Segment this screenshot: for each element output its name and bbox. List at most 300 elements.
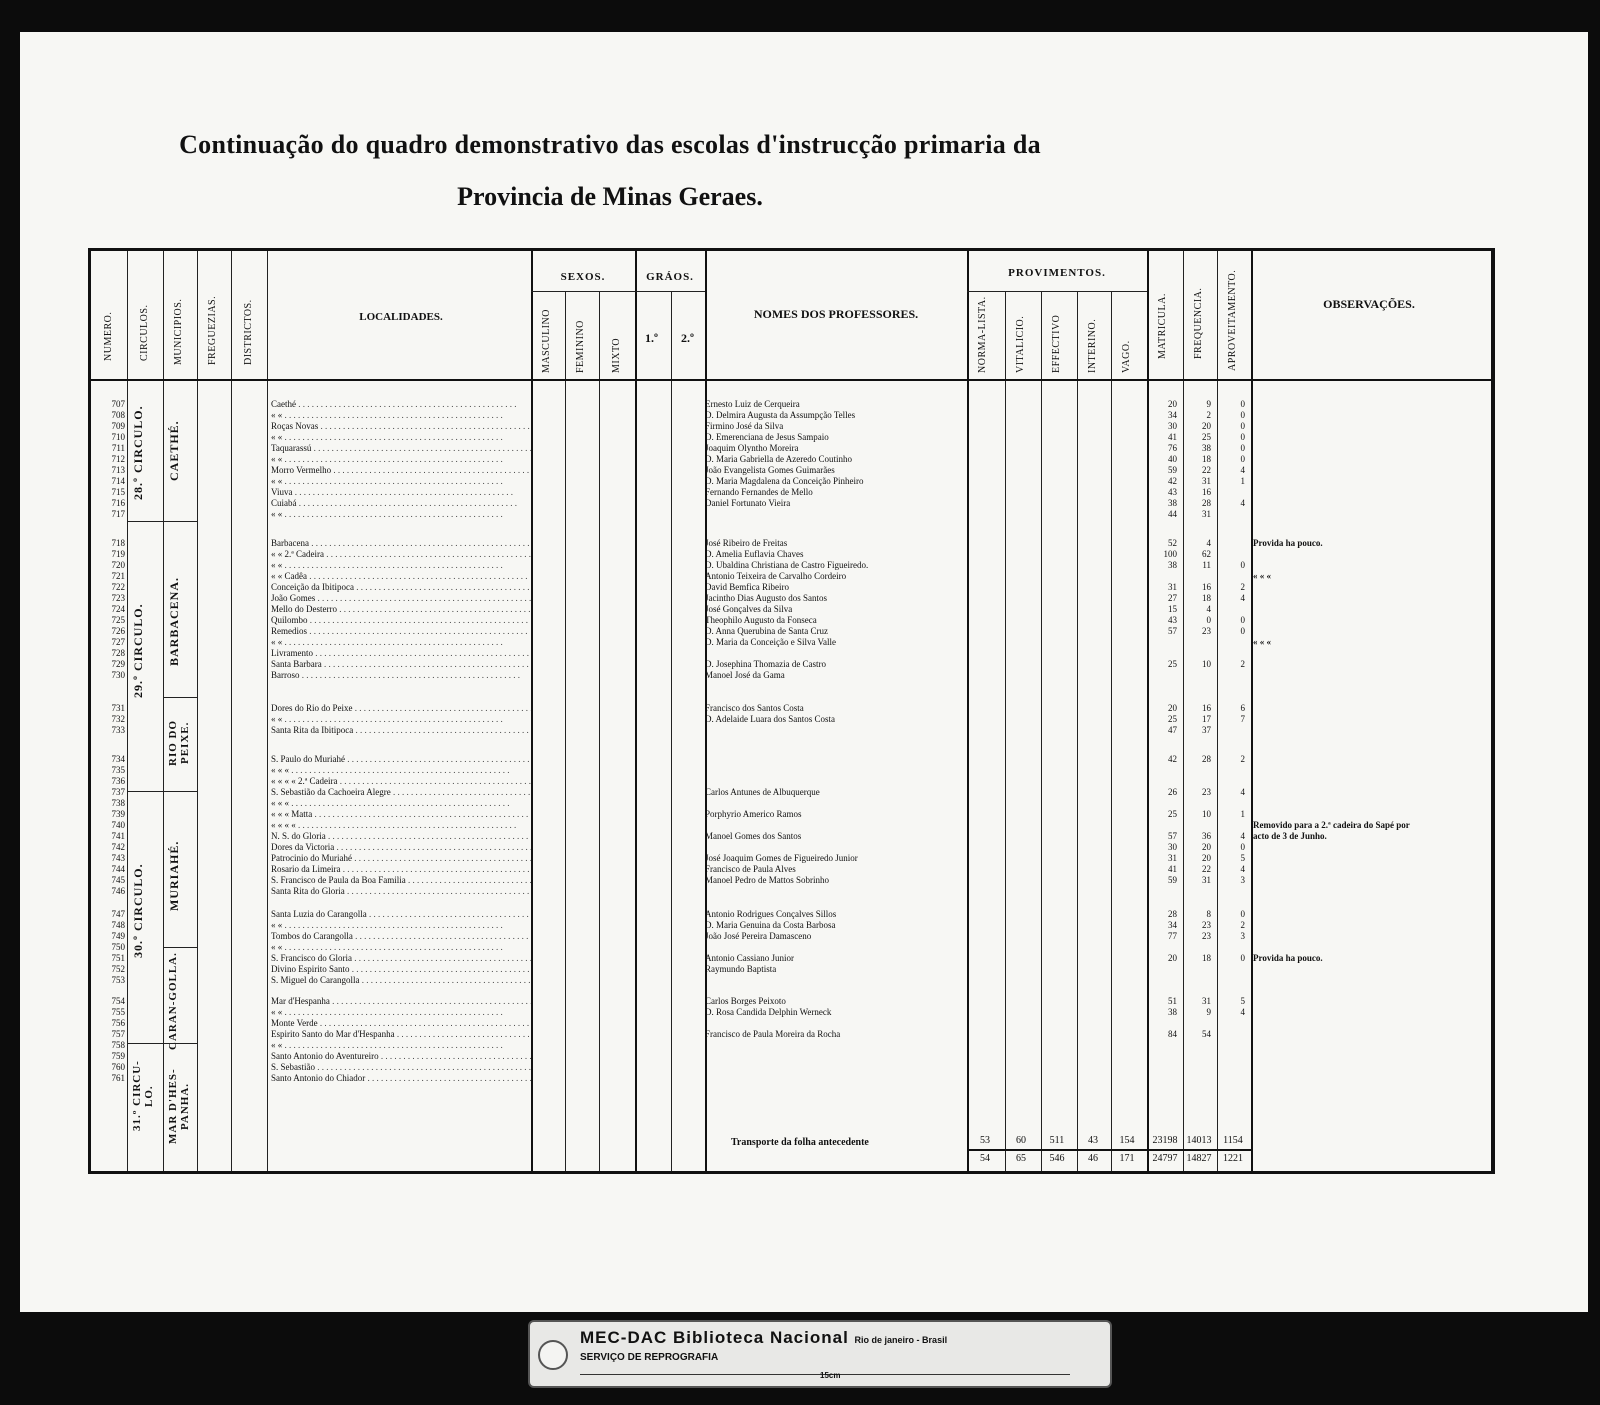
row-number: 711 (111, 443, 125, 453)
row-number: 734 (111, 754, 125, 764)
row-aproveitamento: 2 (1240, 920, 1245, 930)
row-aproveitamento: 4 (1240, 787, 1245, 797)
row-number: 758 (111, 1040, 125, 1050)
table-row (91, 615, 1491, 626)
row-number: 713 (111, 465, 125, 475)
row-number: 755 (111, 1007, 125, 1017)
header-districtos: DISTRICTOS. (243, 299, 254, 365)
row-aproveitamento: 0 (1240, 842, 1245, 852)
row-number: 741 (111, 831, 125, 841)
row-number: 761 (111, 1073, 125, 1083)
table-row (91, 831, 1491, 842)
row-number: 726 (111, 626, 125, 636)
row-aproveitamento: 0 (1240, 626, 1245, 636)
row-aproveitamento: 2 (1240, 754, 1245, 764)
table-row (91, 842, 1491, 853)
row-number: 708 (111, 410, 125, 420)
group-circulo-30: 30.º CIRCULO. (131, 863, 145, 959)
row-localidade: Santo Antonio do Aventureiro . . . (271, 1051, 531, 1062)
header-sexos: SEXOS. (560, 271, 606, 283)
row-number: 735 (111, 765, 125, 775)
table-row (91, 1018, 1491, 1029)
header-municipios: MUNICIPIOS. (173, 298, 184, 365)
group-municipio-muriahe: MURIAHÉ. (167, 840, 181, 912)
row-localidade: « « . . . (271, 476, 531, 487)
table-row (91, 582, 1491, 593)
row-professor: Antonio Teixeira de Carvalho Cordeiro (705, 571, 847, 581)
row-aproveitamento: 2 (1240, 582, 1245, 592)
table-row (91, 410, 1491, 421)
header-aproveitamento: APROVEITAMENTO. (1227, 269, 1238, 371)
table-row (91, 820, 1491, 831)
row-localidade: Dores do Rio do Peixe . . . (271, 703, 531, 714)
row-frequencia: 10 (1202, 659, 1211, 669)
row-frequencia: 23 (1202, 931, 1211, 941)
row-professor: José Ribeiro de Freitas (705, 538, 788, 548)
group-municipio-mar-dhespanha: MAR D'HES-PANHA. (167, 1068, 191, 1144)
row-matricula: 41 (1168, 864, 1177, 874)
row-aproveitamento: 3 (1240, 931, 1245, 941)
row-number: 759 (111, 1051, 125, 1061)
row-number: 732 (111, 714, 125, 724)
row-number: 738 (111, 798, 125, 808)
table-row (91, 1062, 1491, 1073)
group-municipio-carangolla: CARAN-GOLLA. (167, 952, 179, 1050)
table-row (91, 538, 1491, 549)
header-effectivo: EFFECTIVO (1051, 314, 1062, 373)
row-frequencia: 37 (1202, 725, 1211, 735)
row-observacao: « « « (1253, 637, 1271, 647)
header-vago: VAGO. (1121, 340, 1132, 373)
row-aproveitamento: 0 (1240, 410, 1245, 420)
row-number: 722 (111, 582, 125, 592)
row-professor: Carlos Antunes de Albuquerque (705, 787, 820, 797)
row-number: 748 (111, 920, 125, 930)
row-localidade: Conceição da Ibitipoca . . . (271, 582, 531, 593)
row-matricula: 26 (1168, 787, 1177, 797)
row-number: 718 (111, 538, 125, 548)
row-aproveitamento: 4 (1240, 864, 1245, 874)
table-row (91, 703, 1491, 714)
row-professor: D. Maria Gabriella de Azeredo Coutinho (705, 454, 852, 464)
row-number: 736 (111, 776, 125, 786)
table-row (91, 432, 1491, 443)
row-frequencia: 54 (1202, 1029, 1211, 1039)
table-row (91, 670, 1491, 681)
row-number: 729 (111, 659, 125, 669)
row-localidade: Remedios . . . (271, 626, 531, 637)
total-eff: 511 (1049, 1135, 1065, 1146)
row-number: 754 (111, 996, 125, 1006)
row-frequencia: 31 (1202, 875, 1211, 885)
row-professor: D. Rosa Candida Delphin Werneck (705, 1007, 832, 1017)
table-row (91, 637, 1491, 648)
row-matricula: 40 (1168, 454, 1177, 464)
row-number: 725 (111, 615, 125, 625)
row-professor: João Evangelista Gomes Guimarães (705, 465, 835, 475)
group-circulo-31: 31.º CIRCU-LO. (131, 1060, 155, 1132)
row-professor: Jacintho Dias Augusto dos Santos (705, 593, 828, 603)
table-row (91, 1040, 1491, 1051)
table-row (91, 1029, 1491, 1040)
row-professor: Antonio Rodrigues Conçalves Sillos (705, 909, 837, 919)
row-matricula: 34 (1168, 410, 1177, 420)
row-professor: D. Adelaide Luara dos Santos Costa (705, 714, 835, 724)
row-aproveitamento: 7 (1240, 714, 1245, 724)
header-grau-1: 1.º (645, 331, 658, 345)
row-aproveitamento: 2 (1240, 659, 1245, 669)
table-row (91, 886, 1491, 897)
row-matricula: 34 (1168, 920, 1177, 930)
row-aproveitamento: 4 (1240, 1007, 1245, 1017)
row-professor: Francisco dos Santos Costa (705, 703, 804, 713)
row-number: 753 (111, 975, 125, 985)
row-localidade: « « « . . . (271, 798, 531, 809)
table-row (91, 996, 1491, 1007)
row-professor: Manoel Pedro de Mattos Sobrinho (705, 875, 829, 885)
row-localidade: Santo Antonio do Chiador . . . (271, 1073, 531, 1084)
row-frequencia: 28 (1202, 498, 1211, 508)
table-row (91, 648, 1491, 659)
row-number: 720 (111, 560, 125, 570)
header-normalista: NORMA-LISTA. (977, 296, 988, 373)
row-localidade: « « « « 2.ª Cadeira . . . (271, 776, 531, 787)
row-professor: Theophilo Augusto da Fonseca (705, 615, 817, 625)
header-matricula: MATRICULA. (1157, 293, 1168, 359)
row-professor: D. Maria Genuina da Costa Barbosa (705, 920, 836, 930)
row-number: 743 (111, 853, 125, 863)
row-aproveitamento: 5 (1240, 853, 1245, 863)
row-localidade: S. Miguel do Carangolla . . . (271, 975, 531, 986)
row-aproveitamento: 6 (1240, 703, 1245, 713)
row-frequencia: 38 (1202, 443, 1211, 453)
row-aproveitamento: 4 (1240, 593, 1245, 603)
row-frequencia: 4 (1206, 538, 1211, 548)
row-aproveitamento: 1 (1240, 809, 1245, 819)
total-mat: 23198 (1152, 1135, 1178, 1146)
row-professor: João José Pereira Damasceno (705, 931, 812, 941)
total-int: 46 (1088, 1153, 1098, 1164)
row-number: 717 (111, 509, 125, 519)
row-localidade: « « « « . . . (271, 820, 531, 831)
row-aproveitamento: 0 (1240, 421, 1245, 431)
row-frequencia: 31 (1202, 509, 1211, 519)
row-localidade: Patrocinio do Muriahé . . . (271, 853, 531, 864)
table-row (91, 754, 1491, 765)
total-freq: 14013 (1186, 1135, 1212, 1146)
total-mat: 24797 (1152, 1153, 1178, 1164)
table-row (91, 765, 1491, 776)
table-row (91, 659, 1491, 670)
row-aproveitamento: 5 (1240, 996, 1245, 1006)
row-aproveitamento: 0 (1240, 560, 1245, 570)
row-matricula: 52 (1168, 538, 1177, 548)
row-number: 752 (111, 964, 125, 974)
row-frequencia: 10 (1202, 809, 1211, 819)
row-localidade: Dores da Victoria . . . (271, 842, 531, 853)
row-frequencia: 31 (1202, 996, 1211, 1006)
row-number: 750 (111, 942, 125, 952)
table-row (91, 787, 1491, 798)
row-matricula: 42 (1168, 754, 1177, 764)
row-frequencia: 4 (1206, 604, 1211, 614)
group-municipio-barbacena: BARBACENA. (167, 576, 181, 666)
row-professor: D. Emerenciana de Jesus Sampaio (705, 432, 829, 442)
table-row (91, 776, 1491, 787)
row-number: 737 (111, 787, 125, 797)
row-frequencia: 18 (1202, 593, 1211, 603)
row-number: 760 (111, 1062, 125, 1072)
header-feminino: FEMININO (575, 320, 586, 373)
row-observacao: « « « (1253, 571, 1271, 581)
row-matricula: 38 (1168, 498, 1177, 508)
header-localidades: LOCALIDADES. (359, 311, 443, 323)
row-matricula: 41 (1168, 432, 1177, 442)
row-observacao: acto de 3 de Junho. (1253, 831, 1327, 841)
row-localidade: João Gomes . . . (271, 593, 531, 604)
row-matricula: 42 (1168, 476, 1177, 486)
row-frequencia: 31 (1202, 476, 1211, 486)
total-norm: 54 (980, 1153, 990, 1164)
row-localidade: Divino Espirito Santo . . . (271, 964, 531, 975)
row-localidade: « « « . . . (271, 765, 531, 776)
row-number: 727 (111, 637, 125, 647)
header-masculino: MASCULINO (541, 309, 552, 373)
header-numero: NUMERO. (103, 311, 114, 361)
row-number: 739 (111, 809, 125, 819)
schools-table (88, 248, 1495, 1174)
row-aproveitamento: 0 (1240, 953, 1245, 963)
table-row (91, 909, 1491, 920)
table-row (91, 487, 1491, 498)
row-localidade: Morro Vermelho . . . (271, 465, 531, 476)
row-number: 723 (111, 593, 125, 603)
row-localidade: « « . . . (271, 1040, 531, 1051)
row-matricula: 30 (1168, 842, 1177, 852)
row-professor: Manoel José da Gama (705, 670, 785, 680)
table-row (91, 875, 1491, 886)
row-professor: Joaquim Olyntho Moreira (705, 443, 799, 453)
row-localidade: Cuiabá . . . (271, 498, 531, 509)
row-localidade: Tombos do Carangolla . . . (271, 931, 531, 942)
document-subtitle: Provincia de Minas Geraes. (457, 182, 763, 211)
total-apr: 1221 (1223, 1153, 1243, 1164)
row-professor: Fernando Fernandes de Mello (705, 487, 813, 497)
row-localidade: Livramento . . . (271, 648, 531, 659)
row-localidade: Roças Novas . . . (271, 421, 531, 432)
header-provimentos: PROVIMENTOS. (1008, 267, 1106, 279)
row-frequencia: 22 (1202, 465, 1211, 475)
row-aproveitamento: 0 (1240, 432, 1245, 442)
row-localidade: Taquarassú . . . (271, 443, 531, 454)
header-professores: NOMES DOS PROFESSORES. (753, 307, 919, 321)
row-number: 728 (111, 648, 125, 658)
row-frequencia: 20 (1202, 853, 1211, 863)
row-number: 721 (111, 571, 125, 581)
row-number: 724 (111, 604, 125, 614)
header-frequencia: FREQUENCIA. (1193, 287, 1204, 359)
table-row (91, 593, 1491, 604)
group-municipio-caethe: CAETHÉ. (167, 420, 181, 482)
row-number: 757 (111, 1029, 125, 1039)
row-professor: José Gonçalves da Silva (705, 604, 793, 614)
row-localidade: S. Sebastião da Cachoeira Alegre . . . (271, 787, 531, 798)
row-matricula: 59 (1168, 465, 1177, 475)
row-matricula: 20 (1168, 703, 1177, 713)
row-localidade: « « 2.ª Cadeira . . . (271, 549, 531, 560)
row-number: 707 (111, 399, 125, 409)
row-frequencia: 11 (1202, 560, 1211, 570)
row-frequencia: 16 (1202, 582, 1211, 592)
row-frequencia: 9 (1206, 399, 1211, 409)
row-aproveitamento: 3 (1240, 875, 1245, 885)
row-matricula: 43 (1168, 615, 1177, 625)
row-frequencia: 18 (1202, 953, 1211, 963)
table-row (91, 604, 1491, 615)
row-professor: D. Maria Magdalena da Conceição Pinheiro (705, 476, 864, 486)
table-row (91, 549, 1491, 560)
header-circulos: CIRCULOS. (139, 304, 150, 361)
stamp-title: MEC-DAC Biblioteca Nacional Rio de janeiro - Brasil (580, 1328, 948, 1347)
table-row (91, 454, 1491, 465)
row-matricula: 30 (1168, 421, 1177, 431)
stamp-circle-icon (538, 1340, 568, 1370)
row-professor: Daniel Fortunato Vieira (705, 498, 791, 508)
row-number: 716 (111, 498, 125, 508)
row-localidade: S. Paulo do Muriahé . . . (271, 754, 531, 765)
row-professor: Raymundo Baptista (705, 964, 777, 974)
row-localidade: « « . . . (271, 1007, 531, 1018)
row-matricula: 31 (1168, 582, 1177, 592)
row-number: 710 (111, 432, 125, 442)
row-matricula: 44 (1168, 509, 1177, 519)
row-matricula: 15 (1168, 604, 1177, 614)
total-vago: 154 (1119, 1135, 1135, 1146)
row-frequencia: 20 (1202, 421, 1211, 431)
table-row (91, 1073, 1491, 1084)
table-row (91, 1051, 1491, 1062)
row-aproveitamento: 4 (1240, 831, 1245, 841)
document-page (20, 32, 1588, 1312)
row-localidade: Santa Rita do Gloria . . . (271, 886, 531, 897)
row-matricula: 47 (1168, 725, 1177, 735)
row-localidade: « « . . . (271, 560, 531, 571)
row-localidade: N. S. do Gloria . . . (271, 831, 531, 842)
row-professor: Antonio Cassiano Junior (705, 953, 794, 963)
row-professor: Francisco de Paula Alves (705, 864, 796, 874)
table-row (91, 498, 1491, 509)
total-apr: 1154 (1223, 1135, 1243, 1146)
row-matricula: 20 (1168, 953, 1177, 963)
row-matricula: 77 (1168, 931, 1177, 941)
row-localidade: Barbacena . . . (271, 538, 531, 549)
group-municipio-rio-do-peixe: RIO DO PEIXE. (167, 719, 191, 767)
row-frequencia: 23 (1202, 626, 1211, 636)
row-matricula: 25 (1168, 659, 1177, 669)
row-matricula: 57 (1168, 626, 1177, 636)
row-frequencia: 22 (1202, 864, 1211, 874)
row-localidade: S. Francisco de Paula da Boa Familia . . . (271, 875, 531, 886)
table-row (91, 853, 1491, 864)
total-int: 43 (1088, 1135, 1098, 1146)
row-matricula: 28 (1168, 909, 1177, 919)
row-aproveitamento: 0 (1240, 443, 1245, 453)
row-number: 749 (111, 931, 125, 941)
row-localidade: « « . . . (271, 432, 531, 443)
table-row (91, 465, 1491, 476)
table-row (91, 571, 1491, 582)
row-aproveitamento: 0 (1240, 399, 1245, 409)
row-matricula: 76 (1168, 443, 1177, 453)
table-row (91, 509, 1491, 520)
row-frequencia: 23 (1202, 920, 1211, 930)
header-grau-2: 2.º (681, 331, 694, 345)
table-row (91, 975, 1491, 986)
table-row (91, 476, 1491, 487)
total-vago: 171 (1119, 1153, 1135, 1164)
row-frequencia: 20 (1202, 842, 1211, 852)
row-localidade: Espirito Santo do Mar d'Hespanha . . . (271, 1029, 531, 1040)
table-row (91, 560, 1491, 571)
row-number: 719 (111, 549, 125, 559)
header-interino: INTERINO. (1087, 318, 1098, 373)
row-localidade: S. Sebastião . . . (271, 1062, 531, 1073)
row-aproveitamento: 1 (1240, 476, 1245, 486)
row-number: 747 (111, 909, 125, 919)
row-number: 731 (111, 703, 125, 713)
row-frequencia: 25 (1202, 432, 1211, 442)
row-professor: D. Amelia Euflavia Chaves (705, 549, 804, 559)
stamp-service: SERVIÇO DE REPROGRAFIA (580, 1352, 719, 1363)
row-localidade: Monte Verde . . . (271, 1018, 531, 1029)
row-frequencia: 62 (1202, 549, 1211, 559)
row-professor: D. Maria da Conceição e Silva Valle (705, 637, 837, 647)
header-mixto: MIXTO (611, 337, 622, 373)
row-matricula: 27 (1168, 593, 1177, 603)
row-aproveitamento: 0 (1240, 909, 1245, 919)
row-number: 751 (111, 953, 125, 963)
total-norm: 53 (980, 1135, 990, 1146)
table-row (91, 1007, 1491, 1018)
row-matricula: 51 (1168, 996, 1177, 1006)
row-professor: D. Josephina Thomazia de Castro (705, 659, 827, 669)
row-number: 714 (111, 476, 125, 486)
table-row (91, 864, 1491, 875)
row-localidade: Santa Luzia do Carangolla . . . (271, 909, 531, 920)
row-localidade: Rosario da Limeira . . . (271, 864, 531, 875)
row-professor: D. Ubaldina Christiana de Castro Figueiredo. (705, 560, 869, 570)
total-vit: 65 (1016, 1153, 1026, 1164)
table-row (91, 421, 1491, 432)
table-row (91, 953, 1491, 964)
row-matricula: 100 (1163, 549, 1177, 559)
header-vitalicio: VITALICIO. (1015, 315, 1026, 373)
header-observacoes: OBSERVAÇÕES. (1323, 297, 1415, 311)
row-frequencia: 18 (1202, 454, 1211, 464)
row-matricula: 38 (1168, 560, 1177, 570)
row-localidade: Quilombo . . . (271, 615, 531, 626)
row-observacao: Removido para a 2.ª cadeira do Sapé por (1253, 820, 1410, 830)
row-number: 712 (111, 454, 125, 464)
row-aproveitamento: 0 (1240, 615, 1245, 625)
row-localidade: « « . . . (271, 410, 531, 421)
row-number: 730 (111, 670, 125, 680)
row-localidade: « « . . . (271, 509, 531, 520)
row-localidade: S. Francisco do Gloria . . . (271, 953, 531, 964)
row-professor: José Joaquim Gomes de Figueiredo Junior (705, 853, 858, 863)
row-frequencia: 0 (1206, 615, 1211, 625)
row-frequencia: 28 (1202, 754, 1211, 764)
